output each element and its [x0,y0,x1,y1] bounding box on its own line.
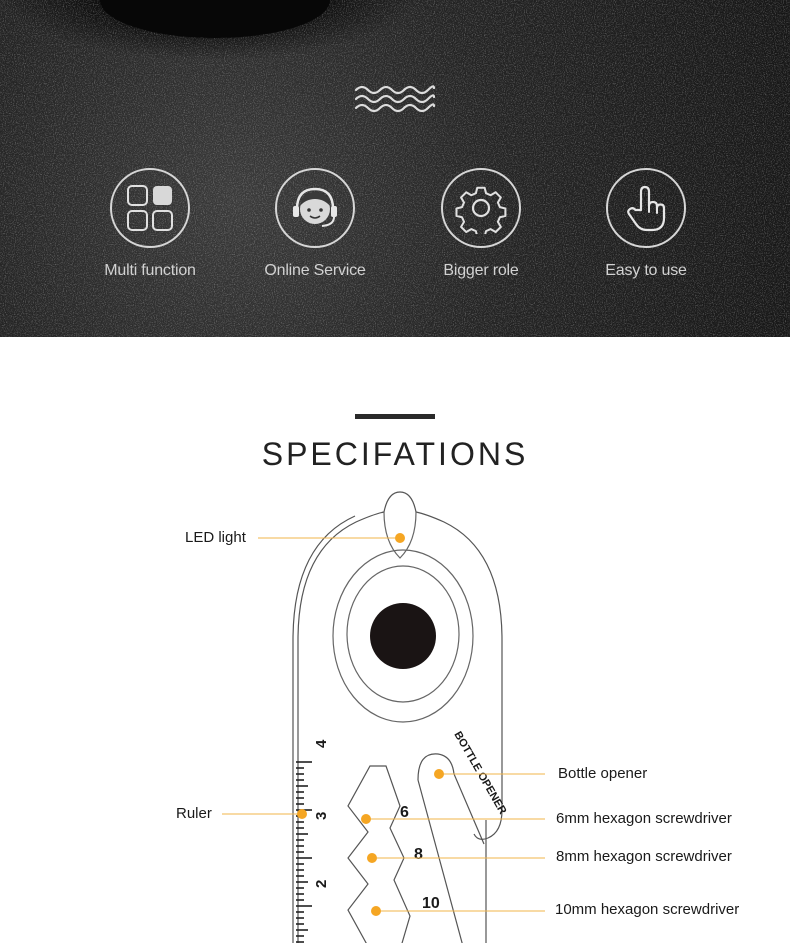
feature-label: Bigger role [443,262,519,279]
feature-online-service [245,168,385,280]
headset-icon [289,182,341,234]
hand-pointer-icon [621,182,671,234]
callout-dot [297,809,307,819]
hex-size-label: 8 [414,846,423,863]
bottle-opener-engraving: BOTTLE OPENER [451,729,509,817]
tool-body [293,492,502,943]
callout-dot [367,853,377,863]
callout-lines [222,538,545,911]
feature-label: Multi function [104,262,196,279]
callout-ruler: Ruler [176,805,212,822]
feature-icon-circle [606,168,686,248]
grid-icon [125,183,175,233]
callout-led-light: LED light [185,529,246,546]
feature-multi-function [80,168,220,280]
callout-8mm-hex: 8mm hexagon screwdriver [556,848,732,865]
ruler-mark: 3 [313,811,330,820]
hex-size-label: 6 [400,804,409,821]
gear-icon [455,182,507,234]
section-title: SPECIFATIONS [261,436,529,472]
feature-icon-circle [275,168,355,248]
callout-dot [434,769,444,779]
hex-size-label: 10 [422,895,440,912]
feature-icon-circle [110,168,190,248]
led-lens [370,603,436,669]
feature-icon-circle [441,168,521,248]
hero-banner [0,0,790,337]
callout-6mm-hex: 6mm hexagon screwdriver [556,810,732,827]
callout-dot [371,906,381,916]
waves-icon [354,84,436,114]
feature-bigger-role [411,168,551,280]
ruler-mark: 4 [313,739,330,748]
callout-bottle-opener: Bottle opener [558,765,648,782]
section-divider [355,414,435,419]
feature-label: Online Service [264,262,366,279]
callout-dot [361,814,371,824]
callout-dot [395,533,405,543]
feature-label: Easy to use [605,262,687,279]
callout-10mm-hex: 10mm hexagon screwdriver [555,901,740,918]
feature-easy-to-use [576,168,716,280]
tool-diagram [0,490,790,943]
ruler-mark: 2 [313,879,330,888]
